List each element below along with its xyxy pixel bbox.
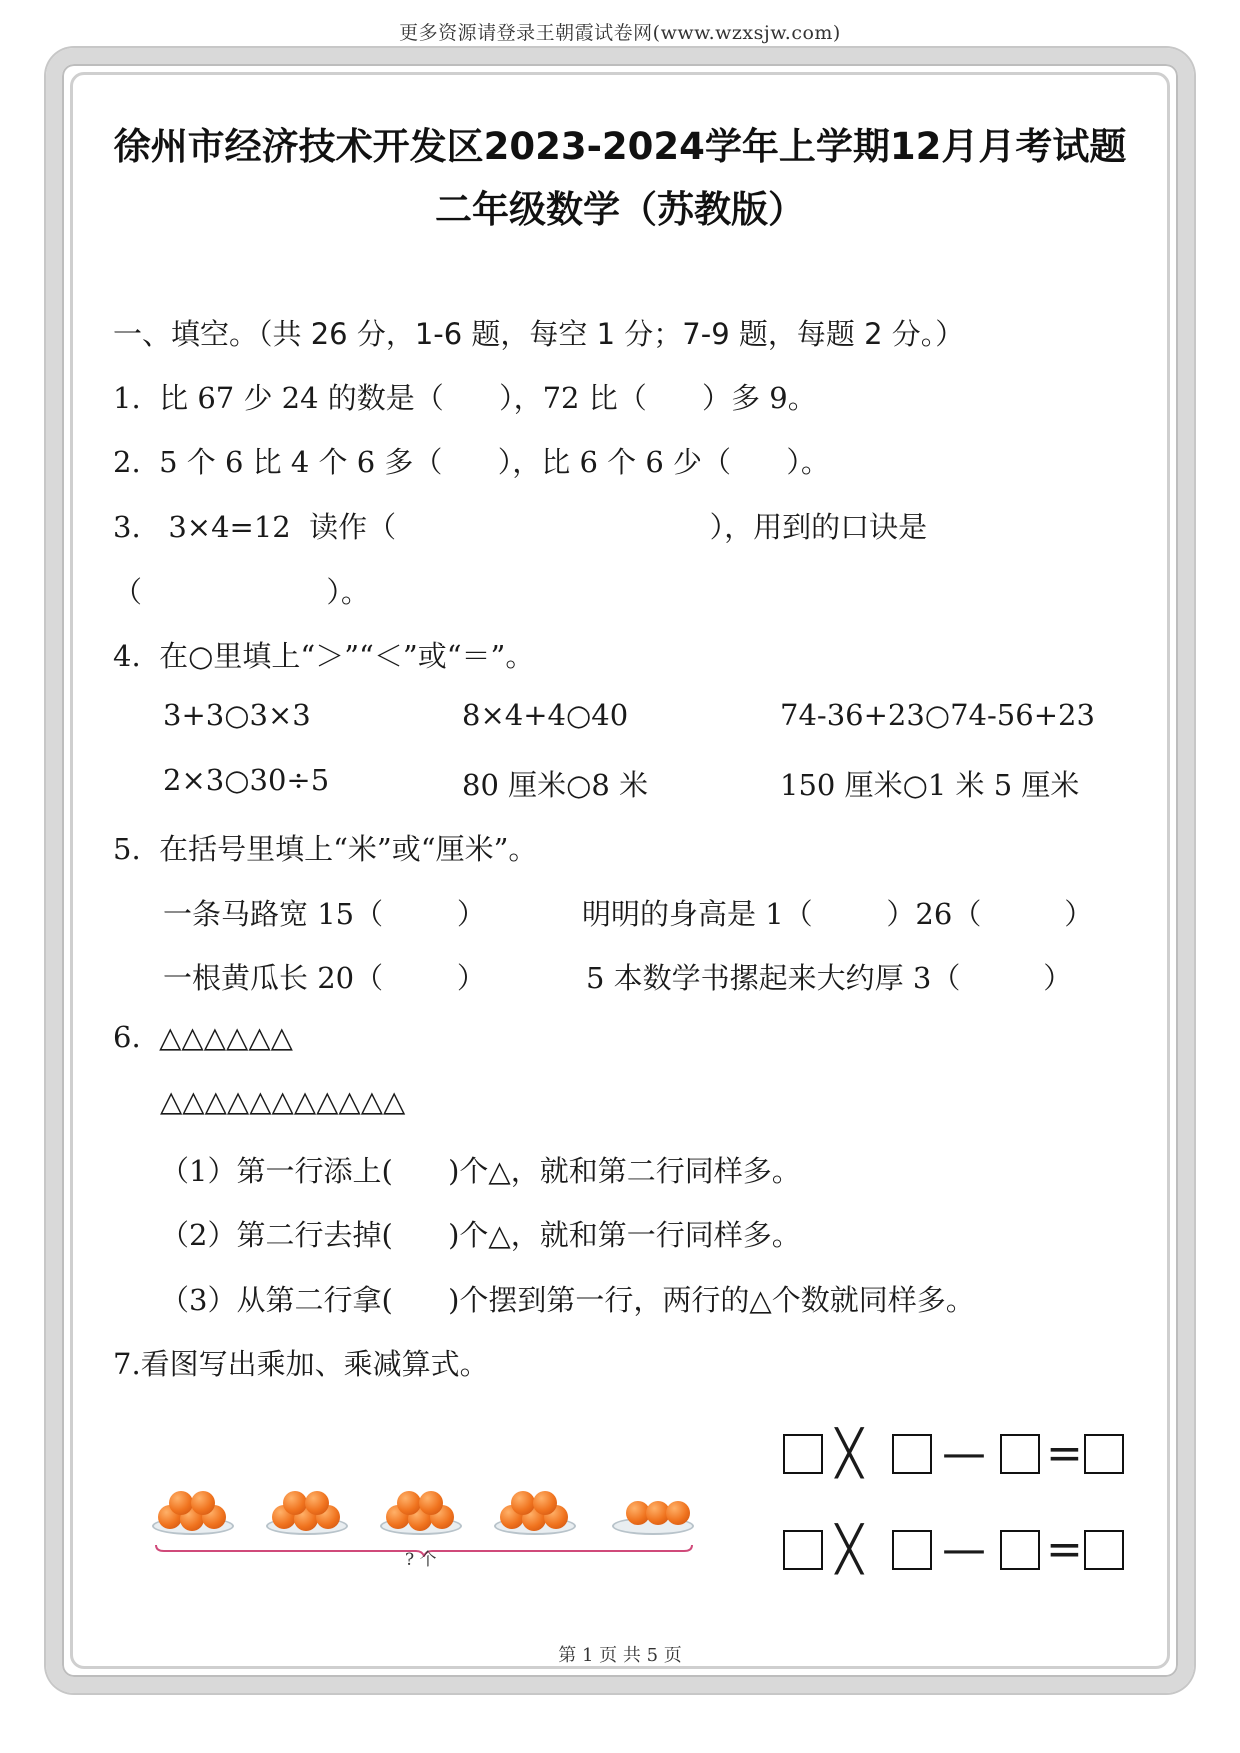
answer-box[interactable]: [783, 1434, 823, 1474]
top-note: 更多资源请登录王朝霞试卷网(www.wzxsjw.com): [399, 22, 841, 44]
answer-box[interactable]: [892, 1530, 932, 1570]
page-footer: 第 1 页 共 5 页: [558, 1645, 682, 1666]
q5-item: 一条马路宽 15（ ）: [163, 897, 486, 931]
answer-box[interactable]: [1000, 1530, 1040, 1570]
answer-box[interactable]: [1084, 1434, 1124, 1474]
answer-box[interactable]: [892, 1434, 932, 1474]
question-2: 2. 5 个 6 比 4 个 6 多（ ），比 6 个 6 少（ ）。: [113, 445, 830, 479]
q4-item: 2×3○30÷5: [163, 763, 330, 797]
answer-box[interactable]: [1000, 1434, 1040, 1474]
question-5: 5. 在括号里填上“米”或“厘米”。: [113, 832, 538, 866]
q6-part2: （2）第二行去掉( )个△，就和第一行同样多。: [160, 1218, 801, 1252]
minus-sign: —: [942, 1428, 986, 1479]
exam-subtitle: 二年级数学（苏教版）: [435, 188, 805, 231]
q6-part1: （1）第一行添上( )个△，就和第二行同样多。: [160, 1154, 801, 1188]
section1-heading: 一、填空。（共 26 分，1-6 题，每空 1 分；7-9 题，每题 2 分。）: [113, 317, 965, 351]
answer-box[interactable]: [783, 1530, 823, 1570]
brace-label: ? 个: [405, 1550, 437, 1570]
times-sign: ╳: [836, 1428, 863, 1479]
q5-item: 一根黄瓜长 20（ ）: [163, 961, 486, 995]
question-3-line1: 3. 3×4=12 读作（ ），用到的口诀是: [113, 510, 928, 544]
question-4: 4. 在○里填上“＞”“＜”或“＝”。: [113, 639, 535, 673]
equals-sign: =: [1046, 1524, 1083, 1575]
times-sign: ╳: [836, 1524, 863, 1575]
answer-box[interactable]: [1084, 1530, 1124, 1570]
q4-item: 8×4+4○40: [462, 698, 629, 732]
minus-sign: —: [942, 1524, 986, 1575]
exam-title: 徐州市经济技术开发区2023-2024学年上学期12月月考试题: [113, 125, 1127, 168]
q6-triangle-row2: △△△△△△△△△△△: [160, 1084, 406, 1118]
question-7: 7.看图写出乘加、乘减算式。: [113, 1347, 489, 1381]
q6-part3: （3）从第二行拿( )个摆到第一行，两行的△个数就同样多。: [160, 1283, 975, 1317]
q4-item: 3+3○3×3: [163, 698, 311, 732]
q4-item: 80 厘米○8 米: [462, 768, 649, 802]
q5-item: 5 本数学书摞起来大约厚 3（ ）: [586, 961, 1073, 995]
q4-item: 150 厘米○1 米 5 厘米: [780, 768, 1080, 802]
equals-sign: =: [1046, 1428, 1083, 1479]
question-6: 6. △△△△△△: [113, 1020, 293, 1054]
question-1: 1. 比 67 少 24 的数是（ ），72 比（ ）多 9。: [113, 381, 817, 415]
q4-item: 74-36+23○74-56+23: [780, 698, 1095, 732]
question-3-line2: （ ）。: [113, 575, 370, 609]
q5-item: 明明的身高是 1（ ）26（ ）: [582, 897, 1094, 931]
